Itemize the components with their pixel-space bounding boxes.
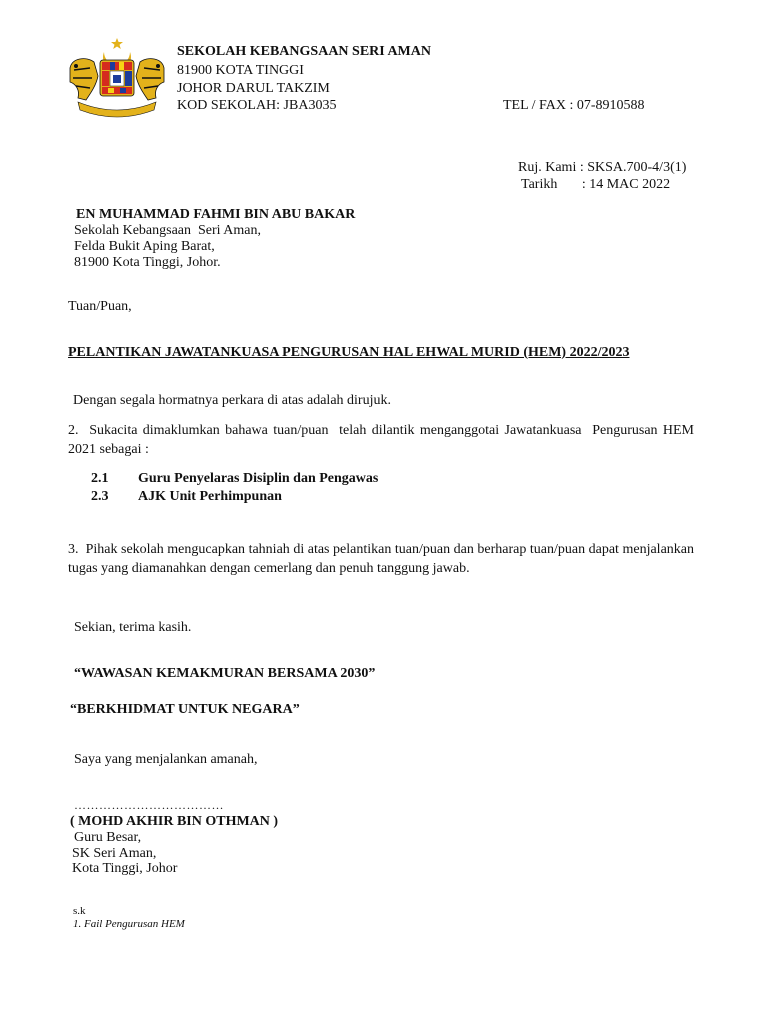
- paragraph-1: Dengan segala hormatnya perkara di atas adalah dirujuk.: [73, 393, 391, 408]
- tel-fax: TEL / FAX : 07-8910588: [503, 98, 645, 113]
- school-name: SEKOLAH KEBANGSAAN SERI AMAN: [177, 44, 431, 59]
- paragraph-2: 2. Sukacita dimaklumkan bahawa tuan/puan telah dilantik menganggotai Jawatankuasa Pengurusan HEM 2021 sebagai :: [68, 423, 698, 457]
- coat-of-arms-icon: [64, 38, 170, 120]
- closing-thanks: Sekian, terima kasih.: [74, 620, 192, 635]
- cc-label: s.k: [73, 905, 86, 917]
- address-line-1: 81900 KOTA TINGGI: [177, 63, 304, 78]
- closing-trust: Saya yang menjalankan amanah,: [74, 752, 258, 767]
- signatory-school: SK Seri Aman,: [72, 846, 157, 861]
- item-2-3-number: 2.3: [91, 489, 109, 504]
- item-2-1-text: Guru Penyelaras Disiplin dan Pengawas: [138, 471, 379, 486]
- motto-wawasan: “WAWASAN KEMAKMURAN BERSAMA 2030”: [74, 666, 376, 681]
- signature-line: ………………………………: [74, 798, 224, 812]
- signatory-name: ( MOHD AKHIR BIN OTHMAN ): [70, 814, 279, 829]
- paragraph-3: 3. Pihak sekolah mengucapkan tahniah di atas pelantikan tuan/puan dan berharap tuan/puan dapat menjalankan tugas yang diamanahkan dengan cemerlang dan penuh tanggung jawab.: [68, 542, 698, 576]
- item-2-3-text: AJK Unit Perhimpunan: [138, 489, 282, 504]
- reference-number: Ruj. Kami : SKSA.700-4/3(1): [518, 160, 687, 175]
- recipient-line-2: Felda Bukit Aping Barat,: [74, 239, 215, 254]
- letter-subject: PELANTIKAN JAWATANKUASA PENGURUSAN HAL EHWAL MURID (HEM) 2022/2023: [68, 345, 630, 360]
- recipient-name: EN MUHAMMAD FAHMI BIN ABU BAKAR: [76, 207, 356, 222]
- cc-item-1: 1. Fail Pengurusan HEM: [73, 918, 185, 930]
- signatory-place: Kota Tinggi, Johor: [72, 861, 178, 876]
- recipient-line-3: 81900 Kota Tinggi, Johor.: [74, 255, 221, 270]
- recipient-line-1: Sekolah Kebangsaan Seri Aman,: [74, 223, 262, 238]
- signatory-title: Guru Besar,: [74, 830, 142, 845]
- letter-date: Tarikh : 14 MAC 2022: [521, 177, 671, 192]
- salutation: Tuan/Puan,: [68, 299, 132, 314]
- school-code: KOD SEKOLAH: JBA3035: [177, 98, 337, 113]
- motto-berkhidmat: “BERKHIDMAT UNTUK NEGARA”: [70, 702, 300, 717]
- address-line-2: JOHOR DARUL TAKZIM: [177, 81, 330, 96]
- item-2-1-number: 2.1: [91, 471, 109, 486]
